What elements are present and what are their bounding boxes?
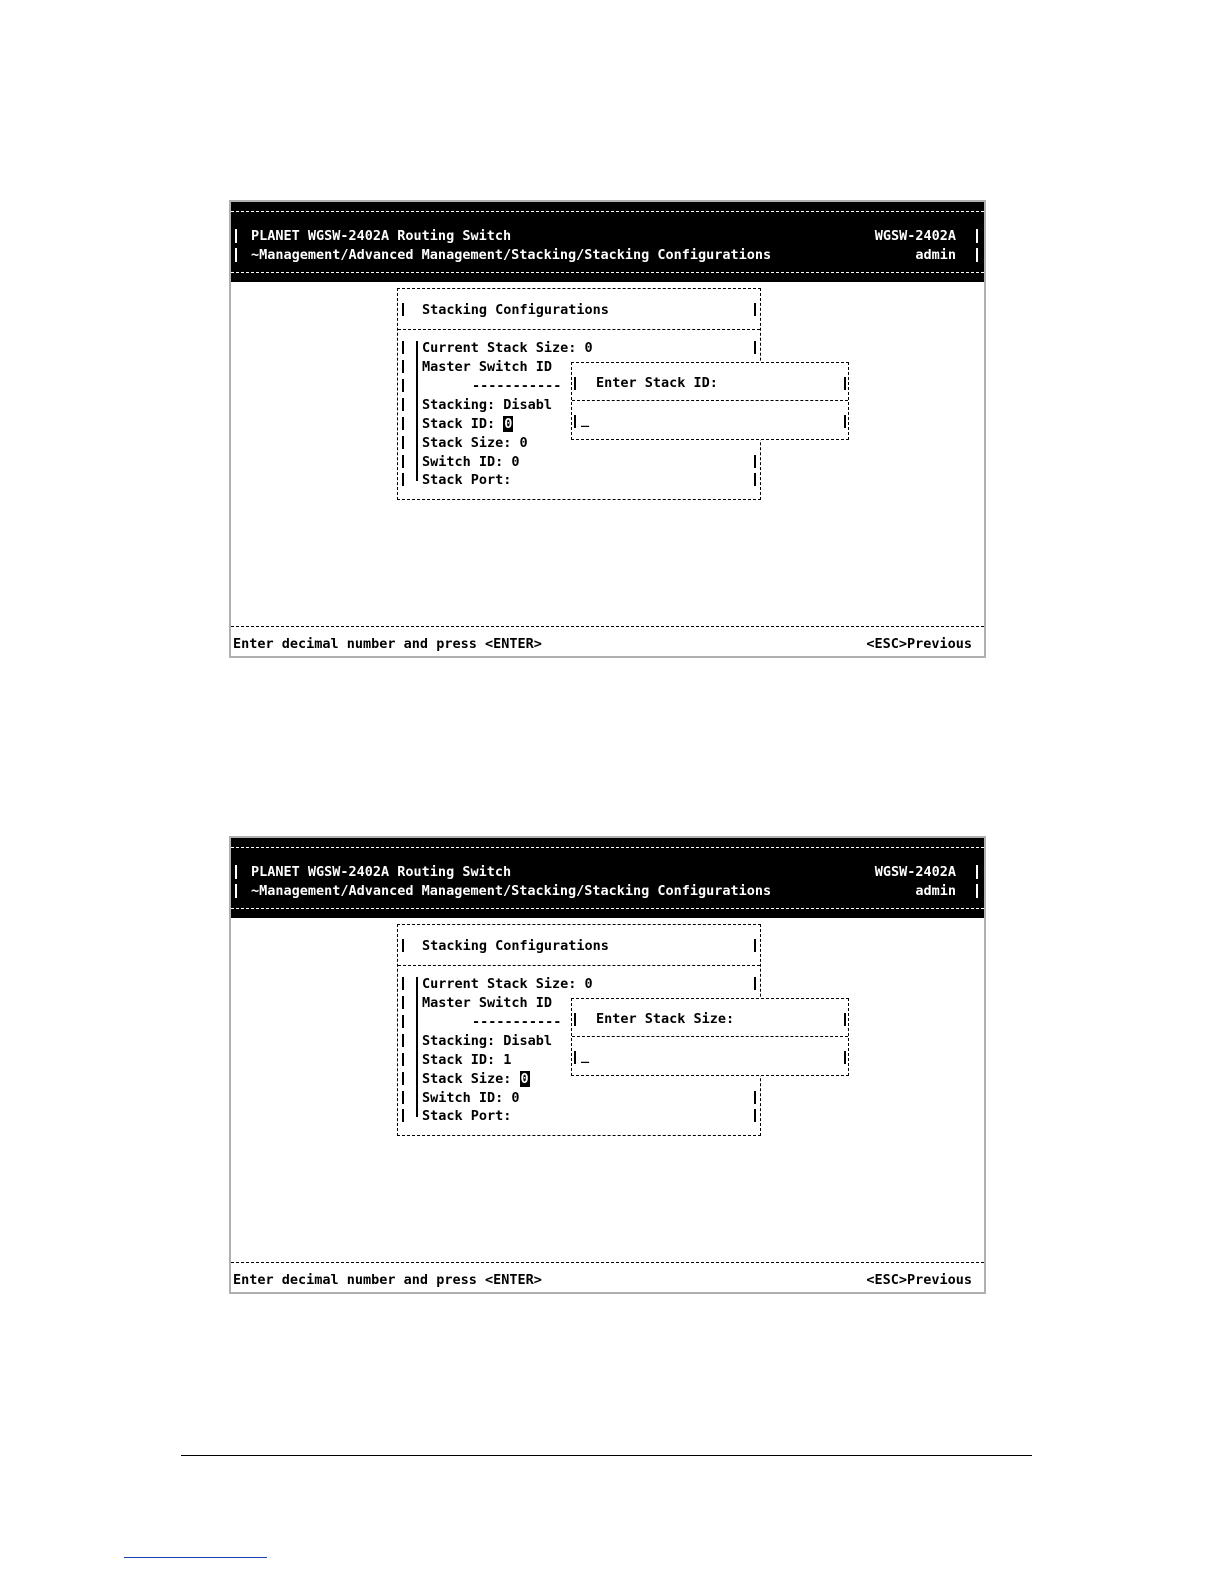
panel-title: Stacking Configurations — [422, 302, 609, 318]
app-title: PLANET WGSW-2402A Routing Switch — [251, 228, 512, 244]
current-stack-size: Current Stack Size: 0 — [422, 340, 593, 356]
breadcrumb: ~Management/Advanced Management/Stacking/Stacking Configurations — [251, 883, 772, 899]
breadcrumb: ~Management/Advanced Management/Stacking/Stacking Configurations — [251, 247, 772, 263]
enter-stack-size-dialog[interactable] — [571, 998, 849, 1076]
dialog-prompt: Enter Stack Size: — [596, 1011, 735, 1027]
dialog-prompt: Enter Stack ID: — [596, 375, 718, 391]
status-hint: Enter decimal number and press <ENTER> — [233, 1272, 542, 1288]
page-footer-rule — [181, 1455, 1032, 1456]
status-hint: Enter decimal number and press <ENTER> — [233, 636, 542, 652]
stack-port: Stack Port: — [422, 472, 512, 488]
user-name: admin — [915, 247, 956, 263]
master-switch-id: Master Switch ID — [422, 359, 553, 375]
terminal-window-stack-id — [229, 200, 986, 658]
stack-size-value[interactable]: 0 — [519, 435, 528, 451]
stacking-status: Stacking: Disabl — [422, 397, 553, 413]
enter-stack-id-dialog[interactable] — [571, 362, 849, 440]
stack-size-value[interactable]: 0 — [520, 1071, 529, 1087]
current-stack-size: Current Stack Size: 0 — [422, 976, 593, 992]
switch-id: Switch ID: 0 — [422, 1090, 520, 1106]
device-model: WGSW-2402A — [874, 228, 956, 244]
stack-size-field[interactable]: Stack Size: 0 — [422, 435, 528, 451]
master-switch-id-value: ----------- — [472, 378, 562, 394]
terminal-header — [231, 838, 984, 918]
master-switch-id: Master Switch ID — [422, 995, 553, 1011]
stack-id-field[interactable]: Stack ID: 0 — [422, 416, 513, 432]
terminal-header — [231, 202, 984, 282]
device-model: WGSW-2402A — [874, 864, 956, 880]
panel-title: Stacking Configurations — [422, 938, 609, 954]
switch-id: Switch ID: 0 — [422, 454, 520, 470]
user-name: admin — [915, 883, 956, 899]
master-switch-id-value: ----------- — [472, 1014, 562, 1030]
terminal-window-stack-size — [229, 836, 986, 1294]
app-title: PLANET WGSW-2402A Routing Switch — [251, 864, 512, 880]
stacking-status: Stacking: Disabl — [422, 1033, 553, 1049]
stack-id-input[interactable]: _ — [581, 412, 590, 428]
esc-previous[interactable]: <ESC>Previous — [866, 1272, 972, 1288]
stack-id-field[interactable]: Stack ID: 1 — [422, 1052, 512, 1068]
stack-port: Stack Port: — [422, 1108, 512, 1124]
stack-id-value[interactable]: 1 — [503, 1052, 512, 1068]
stack-id-value[interactable]: 0 — [504, 416, 513, 432]
stack-size-field[interactable]: Stack Size: 0 — [422, 1071, 529, 1087]
stack-size-input[interactable]: _ — [581, 1048, 590, 1064]
footnote-rule — [124, 1557, 267, 1558]
esc-previous[interactable]: <ESC>Previous — [866, 636, 972, 652]
